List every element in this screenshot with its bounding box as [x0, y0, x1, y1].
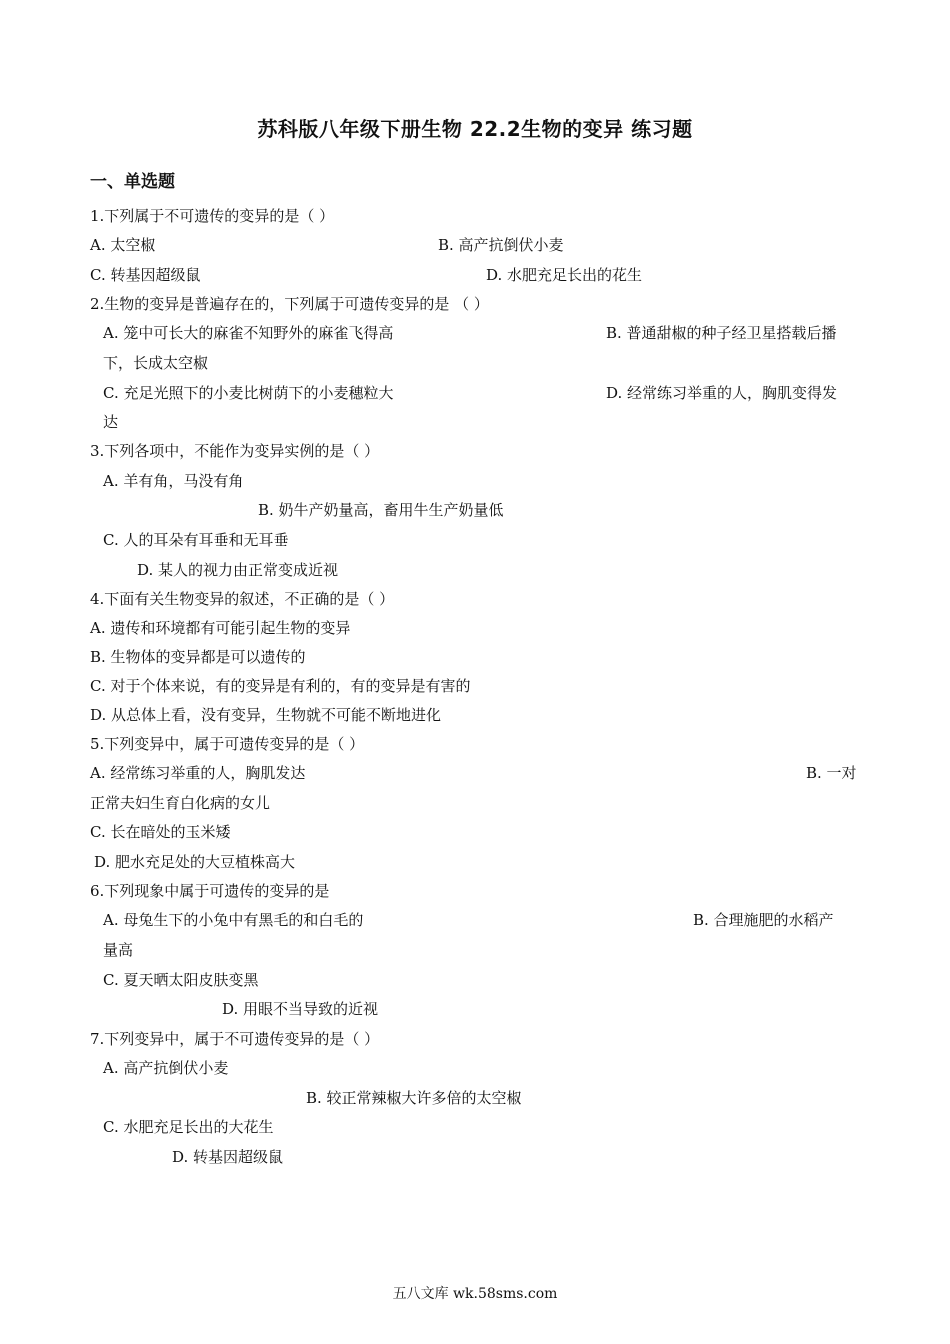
option: B. 高产抗倒伏小麦	[438, 236, 564, 254]
option: A. 太空椒	[90, 236, 156, 254]
option: C. 对于个体来说，有的变异是有利的，有的变异是有害的	[90, 677, 471, 695]
option: D. 肥水充足处的大豆植株高大	[94, 853, 296, 871]
option: A. 母兔生下的小兔中有黑毛的和白毛的	[103, 911, 364, 929]
question-stem: 6.下列现象中属于可遗传的变异的是	[90, 882, 330, 900]
question-stem: 7.下列变异中，属于不可遗传变异的是（ ）	[90, 1030, 380, 1048]
option: B. 较正常辣椒大许多倍的太空椒	[306, 1089, 522, 1107]
option-continuation: 正常夫妇生育白化病的女儿	[90, 794, 271, 812]
option: B. 普通甜椒的种子经卫星搭载后播	[606, 324, 837, 342]
option: B. 生物体的变异都是可以遗传的	[90, 648, 306, 666]
option-continuation: 下，长成太空椒	[103, 354, 209, 372]
option: A. 羊有角，马没有角	[103, 472, 244, 490]
option: C. 人的耳朵有耳垂和无耳垂	[103, 531, 289, 549]
question-stem: 1.下列属于不可遗传的变异的是（ ）	[90, 207, 335, 225]
question-stem: 5.下列变异中，属于可遗传变异的是（ ）	[90, 735, 365, 753]
option: D. 用眼不当导致的近视	[222, 1000, 379, 1018]
question-stem: 2.生物的变异是普遍存在的，下列属于可遗传变异的是 （ ）	[90, 295, 489, 313]
option: D. 从总体上看，没有变异，生物就不可能不断地进化	[90, 706, 442, 724]
option: D. 经常练习举重的人，胸肌变得发	[606, 384, 838, 402]
option: C. 夏天晒太阳皮肤变黑	[103, 971, 259, 989]
option: A. 笼中可长大的麻雀不知野外的麻雀飞得高	[103, 324, 394, 342]
option-continuation: 达	[103, 413, 119, 431]
option: B. 合理施肥的水稻产	[693, 911, 834, 929]
option-continuation: 量高	[103, 941, 134, 959]
option: A. 经常练习举重的人，胸肌发达	[90, 764, 306, 782]
option: D. 某人的视力由正常变成近视	[137, 561, 339, 579]
option: C. 转基因超级鼠	[90, 266, 201, 284]
option: A. 高产抗倒伏小麦	[103, 1059, 229, 1077]
option: B. 奶牛产奶量高，畜用牛生产奶量低	[258, 501, 504, 519]
page-title: 苏科版八年级下册生物 22.2生物的变异 练习题	[257, 117, 693, 141]
option: A. 遗传和环境都有可能引起生物的变异	[90, 619, 351, 637]
option: B. 一对	[806, 764, 857, 782]
section-heading: 一、单选题	[90, 172, 175, 192]
option: C. 长在暗处的玉米矮	[90, 823, 231, 841]
option: C. 水肥充足长出的大花生	[103, 1118, 274, 1136]
option: D. 转基因超级鼠	[172, 1148, 284, 1166]
option: D. 水肥充足长出的花生	[486, 266, 643, 284]
question-stem: 4.下面有关生物变异的叙述，不正确的是（ ）	[90, 590, 395, 608]
footer-watermark: 五八文库 wk.58sms.com	[392, 1286, 558, 1302]
question-stem: 3.下列各项中，不能作为变异实例的是（ ）	[90, 442, 380, 460]
option: C. 充足光照下的小麦比树荫下的小麦穗粒大	[103, 384, 394, 402]
